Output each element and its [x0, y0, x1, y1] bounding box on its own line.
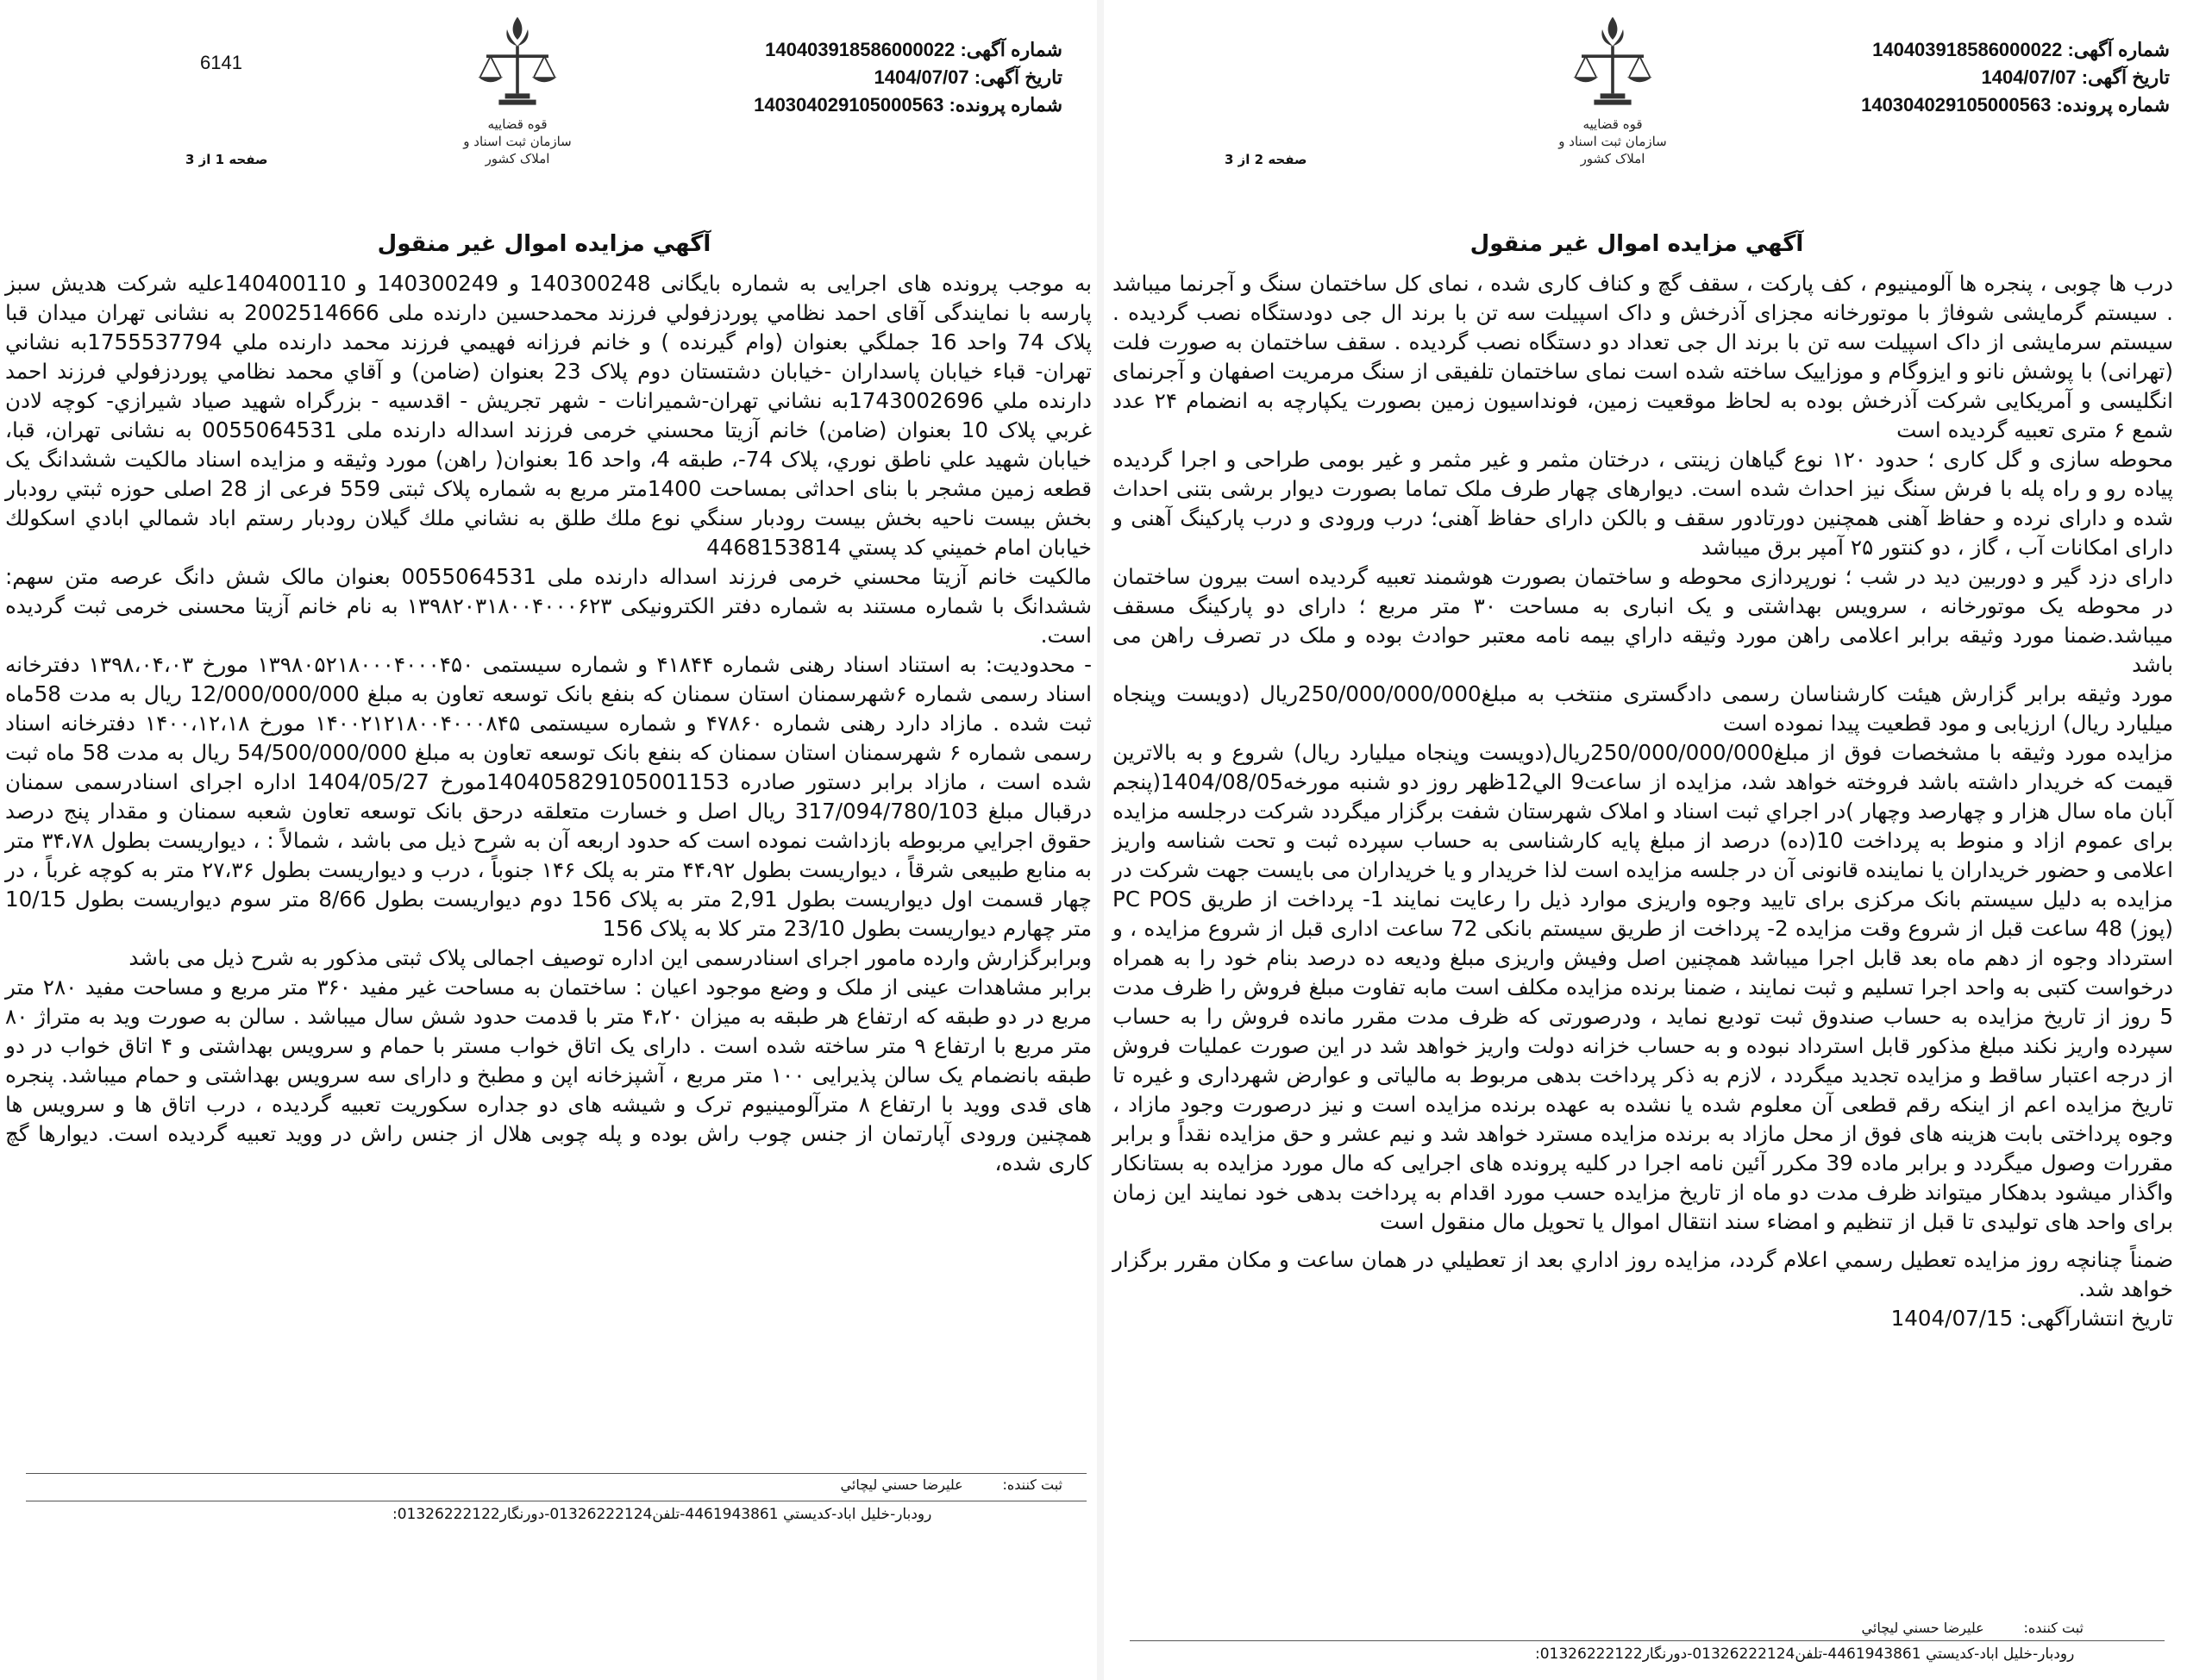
office-address: رودبار-خليل اباد-کديستي 4461943861-تلفن01326222124-دورنگار01326222122:	[392, 1506, 932, 1523]
signer-label: ثبت كننده:	[2023, 1620, 2084, 1636]
ad-date: 1404/07/07	[874, 66, 969, 88]
scales-emblem-icon	[1561, 9, 1664, 112]
signer-name: عليرضا حسني ليچائي	[1861, 1620, 1984, 1636]
paragraph: محوطه سازی و گل کاری ؛ حدود ۱۲۰ نوع گیاهان زینتی ، درختان مثمر و غیر مثمر و غیر بومی طراحی و اجرا گردیده پیاده رو و راه پله با فرش سنگ نیز احداث شده است. دیوارهای چهار طرف ملک تماما بصورت دیوار برشی بتنی احداث شده و دارای نرده و حفاظ آهنی همچنین دورتادور سقف و بالکن دارای حفاظ آهنی؛ درب ورودی و درب پارکینگ آهنی و دارای امکانات آب ، گاز ، دو کنتور ۲۵ آمپر برق میباشد	[1112, 447, 2173, 560]
paragraph: - محدودیت: به استناد اسناد رهنی شماره ۴۱۸۴۴ و شماره سیستمی ۱۳۹۸۰۵۲۱۸۰۰۰۴۰۰۰۴۵۰ مورخ ۱۳۹۸،۰۴،۰۳ دفترخانه اسناد رسمی شماره ۶شهرسمنان استان سمنان که بنفع بانک توسعه تعاون به مبلغ 12/000/000/000 ريال به مدت 58ماه ثبت شده . مازاد دارد رهنی شماره ۴۷۸۶۰ و شماره سیستمی ۱۴۰۰۲۱۲۱۸۰۰۴۰۰۰۸۴۵ مورخ ۱۴۰۰،۱۲،۱۸ دفترخانه اسناد رسمی شماره ۶ شهرسمنان استان سمنان که بنفع بانک توسعه تعاون به مبلغ 54/500/000/000 ريال به مدت 58 ماه ثبت شده است ، مازاد برابر دستور صادره 140405829105001153مورخ 1404/05/27 اداره اجرای اسنادرسمی سمنان درقبال مبلغ 317/094/780/103 ریال اصل و خسارت متعلقه درحق بانک توسعه تعاون شعبه سمنان و مقدار پنج درصد حقوق اجرايي مربوطه بازداشت نموده است كه حدود اربعه آن به شرح ذیل می باشد ، شمالاً : ، دیواریست بطول ۳۴،۷۸ متر به منابع طبیعی شرقاً ، دیواریست بطول ۴۴،۹۲ متر به پلک ۱۴۶ جنوباً ، درب و دیواریست بطول ۲۷،۳۶ متر به کوچه غرباً ، در چهار قسمت اول دیواریست بطول 2,91 متر به پلاک 156 دوم دیواریست بطول 8/66 متر سوم دیواریست بطول 10/15 متر چهارم دیواریست بطول 23/10 متر کلا به پلاک 156	[5, 652, 1093, 941]
header-ids	[754, 36, 1062, 119]
page-indicator: صفحه 2 از 3	[1225, 152, 1307, 167]
ad-number-label: شماره آگهی:	[2067, 39, 2170, 60]
file-number-label: شماره پرونده:	[949, 94, 1062, 116]
signer	[841, 1476, 1062, 1493]
paragraph: ضمناً چنانچه روز مزايده تعطيل رسمي اعلام گردد، مزايده روز اداري بعد از تعطيلي در همان ساعت و مکان مقرر برگزار خواهد شد.	[1112, 1247, 2173, 1301]
signer	[1862, 1620, 2084, 1636]
notice-body	[1112, 269, 2173, 1333]
ad-date-label: تاریخ آگهی:	[974, 66, 1062, 88]
page-indicator: صفحه 1 از 3	[185, 152, 268, 167]
scales-emblem-icon	[466, 9, 569, 112]
file-number-label: شماره پرونده:	[2056, 94, 2170, 116]
paragraph: مزايده مورد وثيقه با مشخصات فوق از مبلغ250/000/000/000ريال(دویست وپنجاه میلیارد ریال) شروع و به بالاترين قيمت كه خريدار داشته باشد فروخته خواهد شد، مزايده از ساعت9 الي12ظهر روز دو شنبه مورخه1404/08/05(پنجم آبان ماه سال هزار و چهارصد وچهار )در اجراي ثبت اسناد و املاک شهرستان شفت برگزار میگردد شرکت درجلسه مزايده برای عموم ازاد و منوط به پرداخت 10(ده) درصد از مبلغ پايه کارشناسی به حساب سپرده ثبت و تحت شناسه واريز اعلامی و حضور خريداران يا نماينده قانونی آن در جلسه مزايده است لذا خريدار و يا خريداران می بایست جهت شرکت در مزایده به دلیل سیستم بانک مرکزی برای تایید وجوه واریزی موارد ذیل را رعایت نمایند 1- پرداخت از طریق PC POS (پوز) 48 ساعت قبل از شروع وقت مزایده 2- پرداخت از طریق سیستم بانکی 72 ساعت اداری قبل از شروع مزایده ، و استرداد وجوه از دهم ماه بعد قابل اجرا میباشد همچنین اصل وفیش واریزی مبلغ ودیعه ده درصد بنام خود را به همراه درخواست کتبی به واحد اجرا تسلیم و ثبت نمایند ، ضمنا برنده مزايده مكلف است مابه تفاوت مبلغ فروش را ظرف مدت 5 روز از تاریخ مزایده به حساب صندوق ثبت تودیع نماید ، ودرصورتی که ظرف مدت مقرر مانده فروش را به حساب سپرده واریز نکند مبلغ مذکور قابل استرداد نبوده و به حساب خزانه دولت واریز خواهد شد در این صورت عملیات فروش از درجه اعتبار ساقط و مزایده تجدید میگردد ، لازم به ذکر پرداخت بدهی مربوط به مالیاتی و عوارض شهرداری و غیره تا تاریخ مزایده اعم از اینکه رقم قطعی آن معلوم شده یا نشده به عهده برنده مزایده است و نیز درصورت وجود مازاد ، وجوه پرداختی بابت هزینه های فوق از محل مازاد به برنده مزایده مسترد خواهد شد و نیم عشر و حق مزایده نقداً و برابر مقررات وصول میگردد و برابر ماده 39 مکرر آئین نامه اجرا در کلیه پرونده های اجرایی که مال مورد مزایده به بستانکار واگذار میشود بدهکار میتواند ظرف مدت دو ماه از تاریخ مزایده حسب مورد اقدام به پرداخت بدهی خود نمایند این زمان برای واحد های تولیدی تا قبل از تنظیم و امضاء سند انتقال اموال یا تحویل مال منقول است	[1112, 740, 2174, 1234]
judiciary-emblem	[1552, 9, 1673, 181]
signer-name: عليرضا حسني ليچائي	[840, 1476, 963, 1493]
emblem-caption-registry: سازمان ثبت اسناد و املاک کشور	[463, 134, 572, 166]
file-number: 140304029105000563	[754, 94, 944, 116]
emblem-caption-judiciary: قوه قضاییه	[487, 116, 548, 132]
ad-number-label: شماره آگهی:	[960, 39, 1062, 60]
emblem-caption-registry: سازمان ثبت اسناد و املاک کشور	[1558, 134, 1667, 166]
notice-body	[5, 269, 1092, 1178]
notice-title: آگهي مزايده اموال غير منقول	[1469, 231, 1804, 257]
judiciary-emblem	[457, 9, 578, 181]
ad-date: 1404/07/07	[1981, 66, 2077, 88]
ad-number: 140403918586000022	[765, 39, 956, 60]
document-code: 6141	[200, 52, 242, 73]
ad-date-label: تاریخ آگهی:	[2081, 66, 2170, 88]
ad-number: 140403918586000022	[1872, 39, 2063, 60]
publication-date: تاریخ انتشارآگهی: 1404/07/15	[1890, 1306, 2173, 1331]
paragraph: وبرابرگزارش وارده مامور اجرای اسنادرسمی این اداره توصیف اجمالی پلاک ثبتی مذکور به شرح ذیل می باشد	[128, 945, 1092, 970]
paragraph: مالکیت خانم آزيتا محسني خرمی فرزند اسداله دارنده ملی 0055064531 بعنوان مالک شش دانگ عرصه متن سهم: ششدانگ با شماره مستند به شماره دفتر الکترونیکی ۱۳۹۸۲۰۳۱۸۰۰۴۰۰۰۶۲۳ به نام خانم آزیتا محسنی خرمی ثبت گردیده است.	[5, 564, 1092, 648]
header-ids	[1861, 36, 2170, 119]
paragraph: به موجب پرونده های اجرایی به شماره بایگانی 140300248 و 140300249 و 140400110علیه شرکت هدیش سبز پارسه با نمایندگی آقای احمد نظامي پوردزفولي فرزند محمدحسين دارنده ملی 2002514666 به نشانی تهران ميدان قبا پلاک 74 واحد 16 جملگي بعنوان (وام گيرنده ) و خانم فرزانه فهيمي فرزند محمد دارنده ملي 1755537794به نشاني تهران- قباء خيابان پاسداران -خيابان دشتستان دوم پلاک 23 بعنوان (ضامن) و آقاي محمد نظامي پوردزفولي فرزند احمد دارنده ملي 1743002696به نشاني تهران-شميرانات - شهر تجريش - اقدسيه - بزرگراه شهيد صياد شيرازي- كوچه لادن غربي پلاک 10 بعنوان (ضامن) خانم آزيتا محسني خرمی فرزند اسداله دارنده ملی 0055064531 به نشانی تهران، قبا، خیابان شهيد علي ناطق نوري، پلاک 74-، طبقه 4، واحد 16 بعنوان( راهن) مورد وثیقه و مزایده اسناد مالکیت ششدانگ یک قطعه زمین مشجر با بنای احداثی بمساحت 1400متر مربع به شماره پلاک ثبتی 559 فرعی از 28 اصلی حوزه ثبتي رودبار بخش بيست ناحيه بخش بيست رودبار سنگي نوع ملك طلق به نشاني ملك گيلان رودبار رستم اباد شمالي ابادي اسكولك خيابان امام خميني كد پستي 4468153814	[5, 271, 1093, 560]
paragraph: مورد وثیقه برابر گزارش هیئت کارشناسان رسمی دادگستری منتخب به مبلغ250/000/000/000ريال (دویست وپنجاه میلیارد ریال) ارزیابی و مود قطعیت پیدا نموده است	[1112, 681, 2173, 736]
file-number: 140304029105000563	[1861, 94, 2052, 116]
signature-rule	[26, 1473, 1087, 1474]
signer-label: ثبت كننده:	[1002, 1476, 1062, 1493]
paragraph: برابر مشاهدات عینی از ملک و وضع موجود اعیان : ساختمان به مساحت غیر مفید ۳۶۰ متر مربع و مساحت مفید ۲۸۰ متر مربع در دو طبقه که ارتفاع هر طبقه به میزان ۴،۲۰ متر با قدمت حدود شش سال میباشد . سالن به صورت وید به متراژ ۸۰ متر مربع با ارتفاع ۹ متر ساخته شده است . دارای یک اتاق خواب مستر با حمام و سرویس بهداشتی و ۴ اتاق خواب در دو طبقه بانضمام یک سالن پذیرایی ۱۰۰ متر مربع ، آشپزخانه اپن و مطبخ و دارای سه سرویس بهداشتی و حمام میباشد. پنجره های قدی ووید با ارتفاع ۸ مترآلومینیوم ترک و شیشه های دو جداره سکوریت تعبیه گردیده ، درب اتاق ها و سرویس ها همچنین ورودی آپارتمان از جنس چوب راش بوده و پله چوبی هلال از جنس راش در ووید تعبیه گردیده است. دیوارها گچ کاری شده،	[5, 975, 1093, 1175]
paragraph: دارای دزد گیر و دوربین دید در شب ؛ نورپردازی محوطه و ساختمان بصورت هوشمند تعبیه گردیده است بیرون ساختمان در محوطه یک موتورخانه ، سرویس بهداشتی و یک انباری به مساحت ۳۰ متر مربع ؛ دارای دو پارکینگ مسقف میباشد.ضمنا مورد وثيقه برابر اعلامی راهن مورد وثيقه داراي بيمه نامه معتبر حوادث بوده و ملک در تصرف راهن می باشد	[1112, 564, 2173, 677]
paragraph: درب ها چوبی ، پنجره ها آلومینیوم ، کف پارکت ، سقف گچ و کناف کاری شده ، نمای کل ساختمان سنگ و آجرنما میباشد . سیستم گرمایشی شوفاژ با موتورخانه مجزای آذرخش و داک اسپیلت سه تن با برند ال جی دودستگاه نصب گردیده . سیستم سرمایشی از داک اسپیلت سه تن با برند ال جی تعداد دو دستگاه نصب گردیده . سقف ساختمان به صورت فلت (تهرانی) با پوشش نانو و ایزوگام و موزاییک ساخته شده است نمای ساختمان تلفیقی از سنگ مرمریت اصفهان و آجرنمای انگلیسی و آمریکایی شرکت آذرخش بوده به لحاظ موقعیت زمین، فونداسیون زمین بصورت یکپارچه به انضمام ۲۴ عدد شمع ۶ متری تعبیه گردیده است	[1112, 271, 2173, 442]
office-address: رودبار-خليل اباد-کديستي 4461943861-تلفن01326222124-دورنگار01326222122:	[1535, 1646, 2075, 1663]
page-2	[1104, 0, 2187, 1680]
address-rule	[1130, 1640, 2165, 1641]
emblem-caption-judiciary: قوه قضاییه	[1582, 116, 1643, 132]
page-gutter	[1097, 0, 1104, 1680]
notice-title: آگهي مزايده اموال غير منقول	[377, 231, 711, 257]
